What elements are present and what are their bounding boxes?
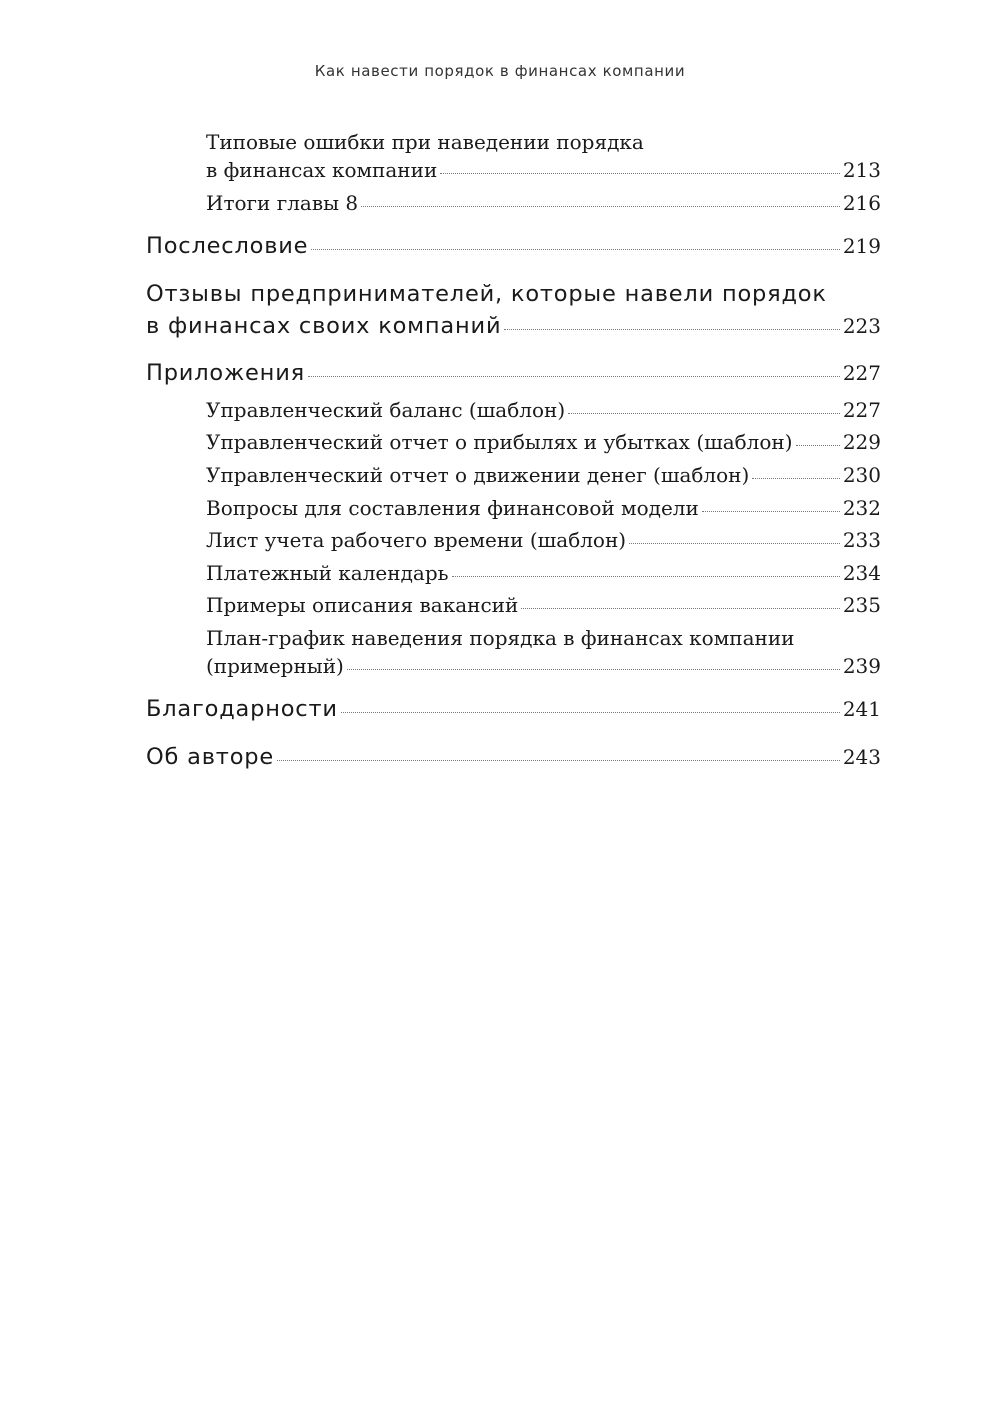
toc-entry-title: Лист учета рабочего времени (шаблон)	[206, 528, 627, 552]
toc-leader-dots	[568, 413, 840, 414]
toc-entry-title-line1: Отзывы предпринимателей, которые навели порядок	[146, 281, 827, 307]
toc-entry-title: Благодарности	[146, 696, 338, 722]
toc-page-number: 233	[842, 528, 881, 552]
toc-page-number: 219	[842, 234, 881, 258]
toc-entry-title: Об авторе	[146, 744, 274, 770]
toc-leader-dots	[796, 445, 840, 446]
toc-entry[interactable]	[146, 230, 881, 262]
toc-entry-title: Управленческий отчет о движении денег (шаблон)	[206, 463, 750, 487]
toc-leader-dots	[452, 576, 840, 577]
toc-entry-title: в финансах своих компаний	[146, 313, 502, 339]
toc-entry[interactable]	[206, 624, 881, 680]
toc-leader-dots	[752, 478, 840, 479]
toc-leader-dots	[277, 760, 840, 761]
toc-page-number: 235	[842, 593, 881, 617]
toc-leader-dots	[308, 376, 840, 377]
toc-page-number: 229	[842, 430, 881, 454]
toc-leader-dots	[440, 173, 840, 174]
toc-entry-title: Приложения	[146, 360, 305, 386]
toc-entry[interactable]	[206, 526, 881, 554]
toc-page-number: 230	[842, 463, 881, 487]
toc-entry-title: Управленческий баланс (шаблон)	[206, 398, 566, 422]
toc-page-number: 213	[842, 158, 881, 182]
toc-entry[interactable]	[206, 559, 881, 587]
toc-entry-title: Управленческий отчет о прибылях и убытках (шаблон)	[206, 430, 793, 454]
toc-page-number: 223	[842, 314, 881, 338]
toc-entry-title: (примерный)	[206, 654, 344, 678]
toc-entry[interactable]	[206, 189, 881, 217]
toc-leader-dots	[347, 669, 840, 670]
toc-entry-title: Примеры описания вакансий	[206, 593, 519, 617]
toc-leader-dots	[311, 249, 839, 250]
toc-page-number: 241	[842, 697, 881, 721]
toc-entry[interactable]	[146, 357, 881, 389]
running-header: Как навести порядок в финансах компании	[314, 62, 686, 80]
toc-entry-title: Послесловие	[146, 233, 309, 259]
toc-page-number: 227	[842, 361, 881, 385]
toc-page-number: 243	[842, 745, 881, 769]
toc-entry[interactable]	[146, 741, 881, 773]
toc-page-number: 239	[842, 654, 881, 678]
toc-leader-dots	[629, 543, 840, 544]
toc-leader-dots	[521, 608, 840, 609]
toc-leader-dots	[341, 712, 840, 713]
toc-leader-dots	[504, 329, 839, 330]
toc-entry[interactable]	[206, 128, 881, 184]
toc-entry-title-line1: Типовые ошибки при наведении порядка	[206, 130, 644, 154]
toc-entry[interactable]	[206, 591, 881, 619]
toc-entry-title: Платежный календарь	[206, 561, 449, 585]
toc-entry-title: Итоги главы 8	[206, 191, 359, 215]
toc-entry[interactable]	[206, 494, 881, 522]
toc-leader-dots	[702, 511, 840, 512]
toc-leader-dots	[361, 206, 840, 207]
toc-entry[interactable]	[146, 278, 881, 342]
toc-page-number: 216	[842, 191, 881, 215]
toc-entry[interactable]	[206, 396, 881, 424]
toc-entry[interactable]	[206, 461, 881, 489]
toc-page-number: 232	[842, 496, 881, 520]
toc-page-number: 227	[842, 398, 881, 422]
toc-entry[interactable]	[146, 693, 881, 725]
toc-entry-title-line1: План-график наведения порядка в финансах компании	[206, 626, 795, 650]
toc-entry-title: в финансах компании	[206, 158, 438, 182]
toc-entry[interactable]	[206, 428, 881, 456]
toc-entry-title: Вопросы для составления финансовой модели	[206, 496, 699, 520]
toc-page-number: 234	[842, 561, 881, 585]
